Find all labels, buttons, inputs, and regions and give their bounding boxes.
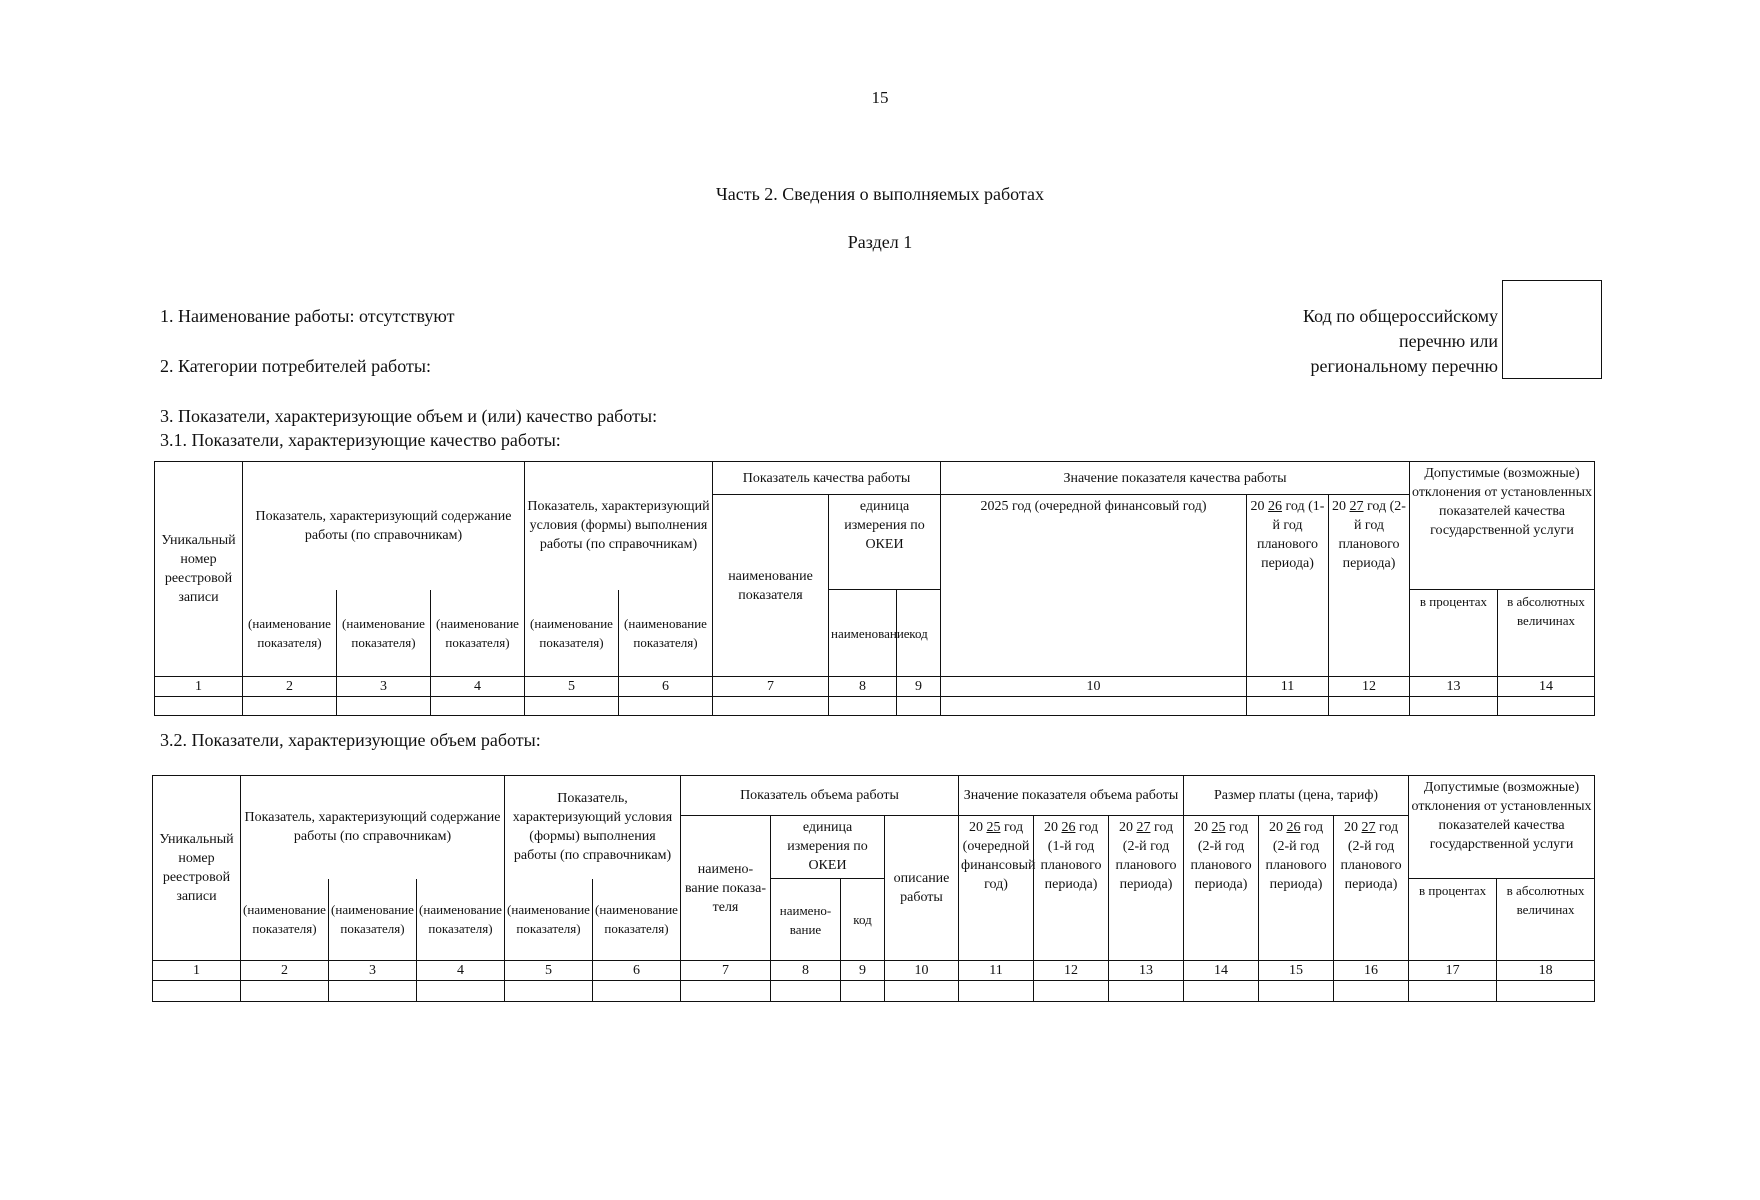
year-period: (2-й год планового периода) [1265, 839, 1327, 892]
indicators-heading: 3. Показатели, характеризующие объем и (или) качество работы: [160, 406, 658, 426]
empty-cell [431, 697, 525, 716]
column-number: 16 [1334, 961, 1409, 981]
section-title: Раздел 1 [847, 232, 913, 252]
column-number: 9 [897, 677, 941, 697]
code-label [1200, 304, 1498, 379]
empty-cell [941, 697, 1247, 716]
column-number: 1 [155, 677, 243, 697]
column-number: 3 [337, 677, 431, 697]
column-number: 2 [241, 961, 329, 981]
col-year-2025: 2025 год (очередной финансовый год) [941, 495, 1247, 677]
year-number: 27 [1361, 820, 1376, 835]
column-number: 18 [1497, 961, 1595, 981]
empty-cell [619, 697, 713, 716]
column-number: 5 [505, 961, 593, 981]
empty-cell [153, 981, 241, 1002]
year-prefix: 20 [968, 820, 983, 835]
year-word: год [1078, 820, 1099, 835]
year-period: (очередной финансовый год) [961, 839, 1036, 892]
empty-cell [241, 981, 329, 1002]
col-work-description: описание работы [885, 816, 959, 961]
col-volume-value: Значение показателя объема работы [959, 776, 1184, 816]
sub-indicator-name: (наименование показателя) [431, 590, 525, 677]
column-number: 15 [1259, 961, 1334, 981]
col-value-2026 [1034, 816, 1109, 961]
column-number: 12 [1329, 677, 1410, 697]
year-2026-prefix: 20 [1250, 499, 1265, 514]
empty-cell [1034, 981, 1109, 1002]
col-deviation-absolute: в абсолютных величинах [1498, 590, 1595, 677]
code-label-line-2: перечню или [1398, 331, 1498, 351]
quality-table [154, 461, 1595, 716]
year-prefix: 20 [1343, 820, 1358, 835]
empty-cell [1409, 981, 1497, 1002]
year-period: (1-й год планового периода) [1040, 839, 1102, 892]
empty-cell [897, 697, 941, 716]
quality-indicators-heading: 3.1. Показатели, характеризующие качество работы: [160, 430, 561, 450]
sub-indicator-name: (наименование показателя) [505, 879, 593, 961]
code-label-line-3: региональному перечню [1310, 356, 1498, 376]
year-prefix: 20 [1043, 820, 1058, 835]
volume-table [152, 775, 1595, 1002]
col-value-2025 [959, 816, 1034, 961]
empty-cell [1497, 981, 1595, 1002]
column-number: 13 [1410, 677, 1498, 697]
column-number: 8 [829, 677, 897, 697]
empty-cell [1109, 981, 1184, 1002]
empty-cell [417, 981, 505, 1002]
column-number: 12 [1034, 961, 1109, 981]
empty-cell [1247, 697, 1329, 716]
year-word: год [1003, 820, 1024, 835]
empty-cell [337, 697, 431, 716]
col-quality-value: Значение показателя качества работы [941, 462, 1410, 495]
code-box [1502, 280, 1602, 379]
col-deviation: Допустимые (возможные) отклонения от установленных показателей качества государственной услуги [1410, 462, 1595, 590]
year-period: (2-й год планового периода) [1190, 839, 1252, 892]
column-number: 5 [525, 677, 619, 697]
volume-indicators-heading: 3.2. Показатели, характеризующие объем работы: [160, 730, 541, 750]
col-fee-2026 [1259, 816, 1334, 961]
col-deviation: Допустимые (возможные) отклонения от установленных показателей качества государственной услуги [1409, 776, 1595, 879]
year-number: 25 [986, 820, 1001, 835]
year-prefix: 20 [1118, 820, 1133, 835]
column-number: 13 [1109, 961, 1184, 981]
col-deviation-absolute: в абсолютных величинах [1497, 879, 1595, 961]
column-number: 4 [431, 677, 525, 697]
empty-cell [841, 981, 885, 1002]
empty-cell [243, 697, 337, 716]
col-value-2027 [1109, 816, 1184, 961]
column-number: 14 [1498, 677, 1595, 697]
year-word: год [1303, 820, 1324, 835]
year-period: (2-й год планового периода) [1115, 839, 1177, 892]
col-volume-indicator: Показатель объема работы [681, 776, 959, 816]
col-content-indicator: Показатель, характеризующий содержание работы (по справочникам) [241, 776, 505, 879]
col-unit-code: код [897, 590, 941, 677]
col-indicator-name: наимено-вание показа-теля [681, 816, 771, 961]
sub-indicator-name: (наименование показателя) [337, 590, 431, 677]
empty-cell [1184, 981, 1259, 1002]
empty-cell [155, 697, 243, 716]
empty-cell [1329, 697, 1410, 716]
table-row [155, 697, 1595, 716]
col-unique-number: Уникальный номер реестровой записи [153, 776, 241, 961]
year-period: (2-й год планового периода) [1340, 839, 1402, 892]
empty-cell [593, 981, 681, 1002]
empty-cell [1410, 697, 1498, 716]
page-number: 15 [871, 88, 889, 107]
col-quality-indicator: Показатель качества работы [713, 462, 941, 495]
sub-indicator-name: (наименование показателя) [525, 590, 619, 677]
col-indicator-name: наименование показателя [713, 495, 829, 677]
empty-cell [329, 981, 417, 1002]
col-unit-okei: единица измерения по ОКЕИ [771, 816, 885, 879]
code-label-line-1: Код по общероссийскому [1303, 306, 1498, 326]
col-fee: Размер платы (цена, тариф) [1184, 776, 1409, 816]
year-word: год [1228, 820, 1249, 835]
sub-indicator-name: (наименование показателя) [329, 879, 417, 961]
column-number: 7 [681, 961, 771, 981]
column-number: 11 [1247, 677, 1329, 697]
col-deviation-percent: в процентах [1409, 879, 1497, 961]
empty-cell [885, 981, 959, 1002]
empty-cell [1498, 697, 1595, 716]
col-unique-number: Уникальный номер реестровой записи [155, 462, 243, 677]
sub-indicator-name: (наименование показателя) [593, 879, 681, 961]
col-unit-okei: единица измерения по ОКЕИ [829, 495, 941, 590]
year-number: 26 [1286, 820, 1301, 835]
year-word: год [1153, 820, 1174, 835]
year-prefix: 20 [1193, 820, 1208, 835]
col-fee-2025 [1184, 816, 1259, 961]
column-number: 6 [619, 677, 713, 697]
empty-cell [681, 981, 771, 1002]
work-name-line: 1. Наименование работы: отсутствуют [160, 306, 455, 326]
sub-indicator-name: (наименование показателя) [243, 590, 337, 677]
col-conditions-indicator: Показатель, характеризующий условия (формы) выполнения работы (по справочникам) [505, 776, 681, 879]
column-number: 10 [885, 961, 959, 981]
column-number: 9 [841, 961, 885, 981]
empty-cell [771, 981, 841, 1002]
col-unit-name: наименование [829, 590, 897, 677]
col-conditions-indicator: Показатель, характеризующий условия (формы) выполнения работы (по справочникам) [525, 462, 713, 590]
year-2027-suffix: год (2-й год планового периода) [1338, 499, 1406, 571]
year-number: 26 [1061, 820, 1076, 835]
column-number: 11 [959, 961, 1034, 981]
table-row [153, 981, 1595, 1002]
year-prefix: 20 [1268, 820, 1283, 835]
year-2026-suffix: год (1-й год планового периода) [1256, 499, 1325, 571]
empty-cell [505, 981, 593, 1002]
col-deviation-percent: в процентах [1410, 590, 1498, 677]
col-unit-name: наимено-вание [771, 879, 841, 961]
empty-cell [525, 697, 619, 716]
column-number: 8 [771, 961, 841, 981]
year-number: 27 [1136, 820, 1151, 835]
sub-indicator-name: (наименование показателя) [241, 879, 329, 961]
empty-cell [1259, 981, 1334, 1002]
column-number: 17 [1409, 961, 1497, 981]
column-number: 7 [713, 677, 829, 697]
empty-cell [713, 697, 829, 716]
sub-indicator-name: (наименование показателя) [417, 879, 505, 961]
col-fee-2027 [1334, 816, 1409, 961]
year-word: год [1378, 820, 1399, 835]
col-unit-code: код [841, 879, 885, 961]
column-number: 4 [417, 961, 505, 981]
year-number: 25 [1211, 820, 1226, 835]
year-2027-number: 27 [1349, 499, 1364, 514]
column-number: 1 [153, 961, 241, 981]
column-number: 2 [243, 677, 337, 697]
col-year-2027 [1329, 495, 1410, 677]
empty-cell [1334, 981, 1409, 1002]
column-number: 14 [1184, 961, 1259, 981]
part-title: Часть 2. Сведения о выполняемых работах [716, 184, 1044, 204]
sub-indicator-name: (наименование показателя) [619, 590, 713, 677]
empty-cell [829, 697, 897, 716]
column-number: 10 [941, 677, 1247, 697]
consumer-categories-line: 2. Категории потребителей работы: [160, 356, 431, 376]
col-year-2026 [1247, 495, 1329, 677]
column-number: 6 [593, 961, 681, 981]
empty-cell [959, 981, 1034, 1002]
column-number: 3 [329, 961, 417, 981]
col-content-indicator: Показатель, характеризующий содержание работы (по справочникам) [243, 462, 525, 590]
year-2026-number: 26 [1268, 499, 1283, 514]
year-2027-prefix: 20 [1332, 499, 1347, 514]
